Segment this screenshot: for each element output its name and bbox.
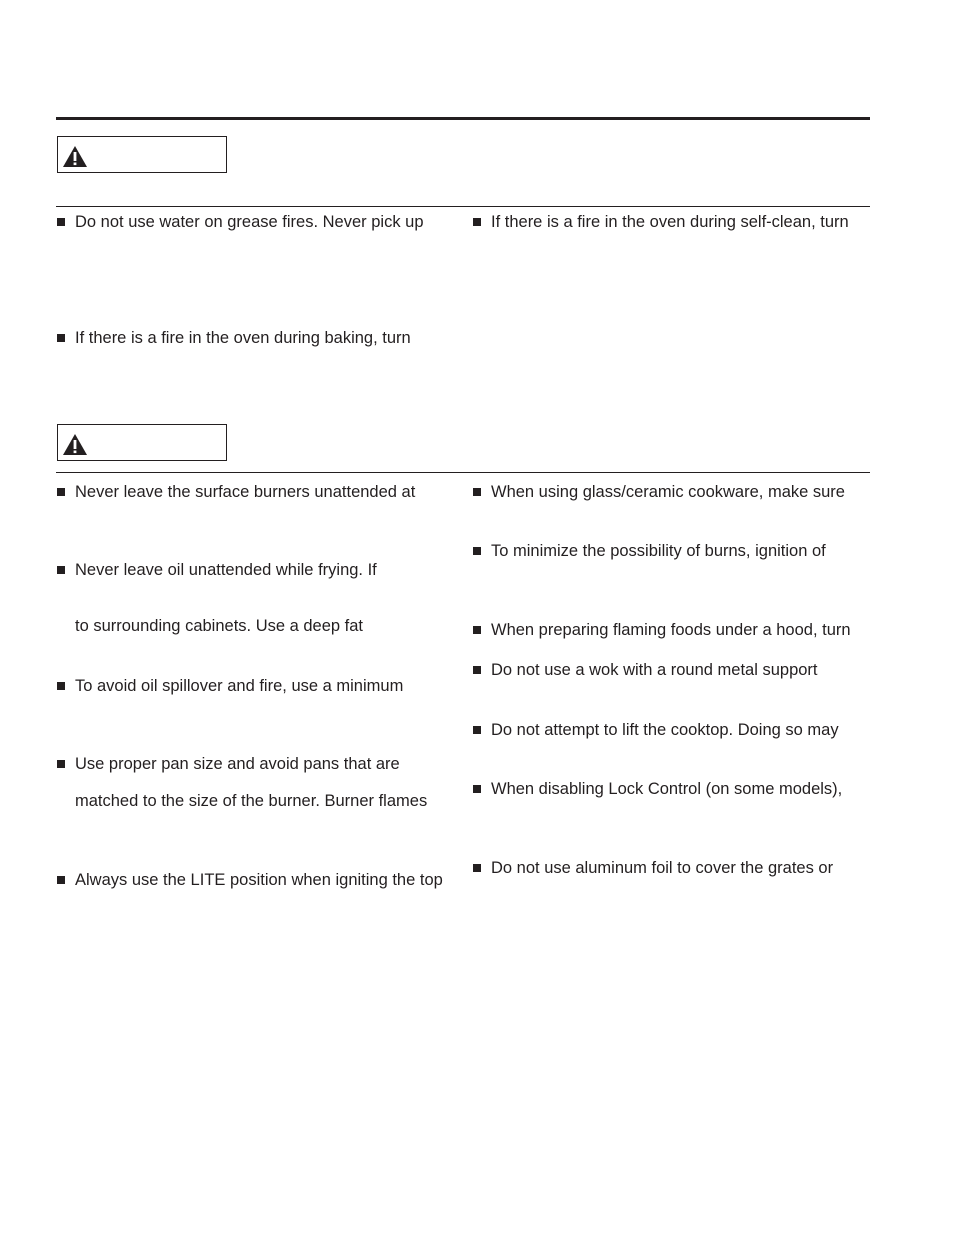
list-item: Never leave the surface burners unattended at bbox=[75, 483, 416, 501]
bullet bbox=[473, 666, 481, 674]
list-item: When preparing flaming foods under a hood, turn bbox=[491, 621, 851, 639]
bullet bbox=[473, 626, 481, 634]
list-item: Do not attempt to lift the cooktop. Doing so may bbox=[491, 721, 839, 739]
bullet bbox=[473, 726, 481, 734]
bullet bbox=[57, 218, 65, 226]
list-item: Do not use water on grease fires. Never pick up bbox=[75, 213, 424, 231]
list-item: When using glass/ceramic cookware, make sure bbox=[491, 483, 845, 501]
list-item: Do not use a wok with a round metal support bbox=[491, 661, 818, 679]
top-rule bbox=[56, 117, 870, 120]
bullet bbox=[473, 218, 481, 226]
list-item: When disabling Lock Control (on some models), bbox=[491, 780, 843, 798]
bullet bbox=[57, 876, 65, 884]
section-2-rule bbox=[56, 472, 870, 473]
bullet bbox=[473, 488, 481, 496]
bullet bbox=[57, 566, 65, 574]
list-item: To avoid oil spillover and fire, use a minimum bbox=[75, 677, 404, 695]
bullet bbox=[57, 760, 65, 768]
list-item: Always use the LITE position when igniting the top bbox=[75, 871, 443, 889]
list-item: Never leave oil unattended while frying. If bbox=[75, 561, 377, 579]
list-item-continuation: matched to the size of the burner. Burner flames bbox=[75, 792, 428, 810]
list-item: To minimize the possibility of burns, ignition of bbox=[491, 542, 826, 560]
section-1-rule bbox=[56, 206, 870, 207]
bullet bbox=[57, 334, 65, 342]
list-item: Do not use aluminum foil to cover the grates or bbox=[491, 859, 834, 877]
list-item-continuation: to surrounding cabinets. Use a deep fat bbox=[75, 617, 364, 635]
warning-triangle-icon bbox=[62, 433, 88, 456]
bullet bbox=[57, 488, 65, 496]
warning-triangle-icon bbox=[62, 145, 88, 168]
warning-box-2 bbox=[57, 424, 227, 461]
warning-box-1 bbox=[57, 136, 227, 173]
bullet bbox=[57, 682, 65, 690]
bullet bbox=[473, 547, 481, 555]
bullet bbox=[473, 785, 481, 793]
list-item: If there is a fire in the oven during baking, turn bbox=[75, 329, 411, 347]
list-item: Use proper pan size and avoid pans that are bbox=[75, 755, 400, 773]
bullet bbox=[473, 864, 481, 872]
list-item: If there is a fire in the oven during self-clean, turn bbox=[491, 213, 849, 231]
